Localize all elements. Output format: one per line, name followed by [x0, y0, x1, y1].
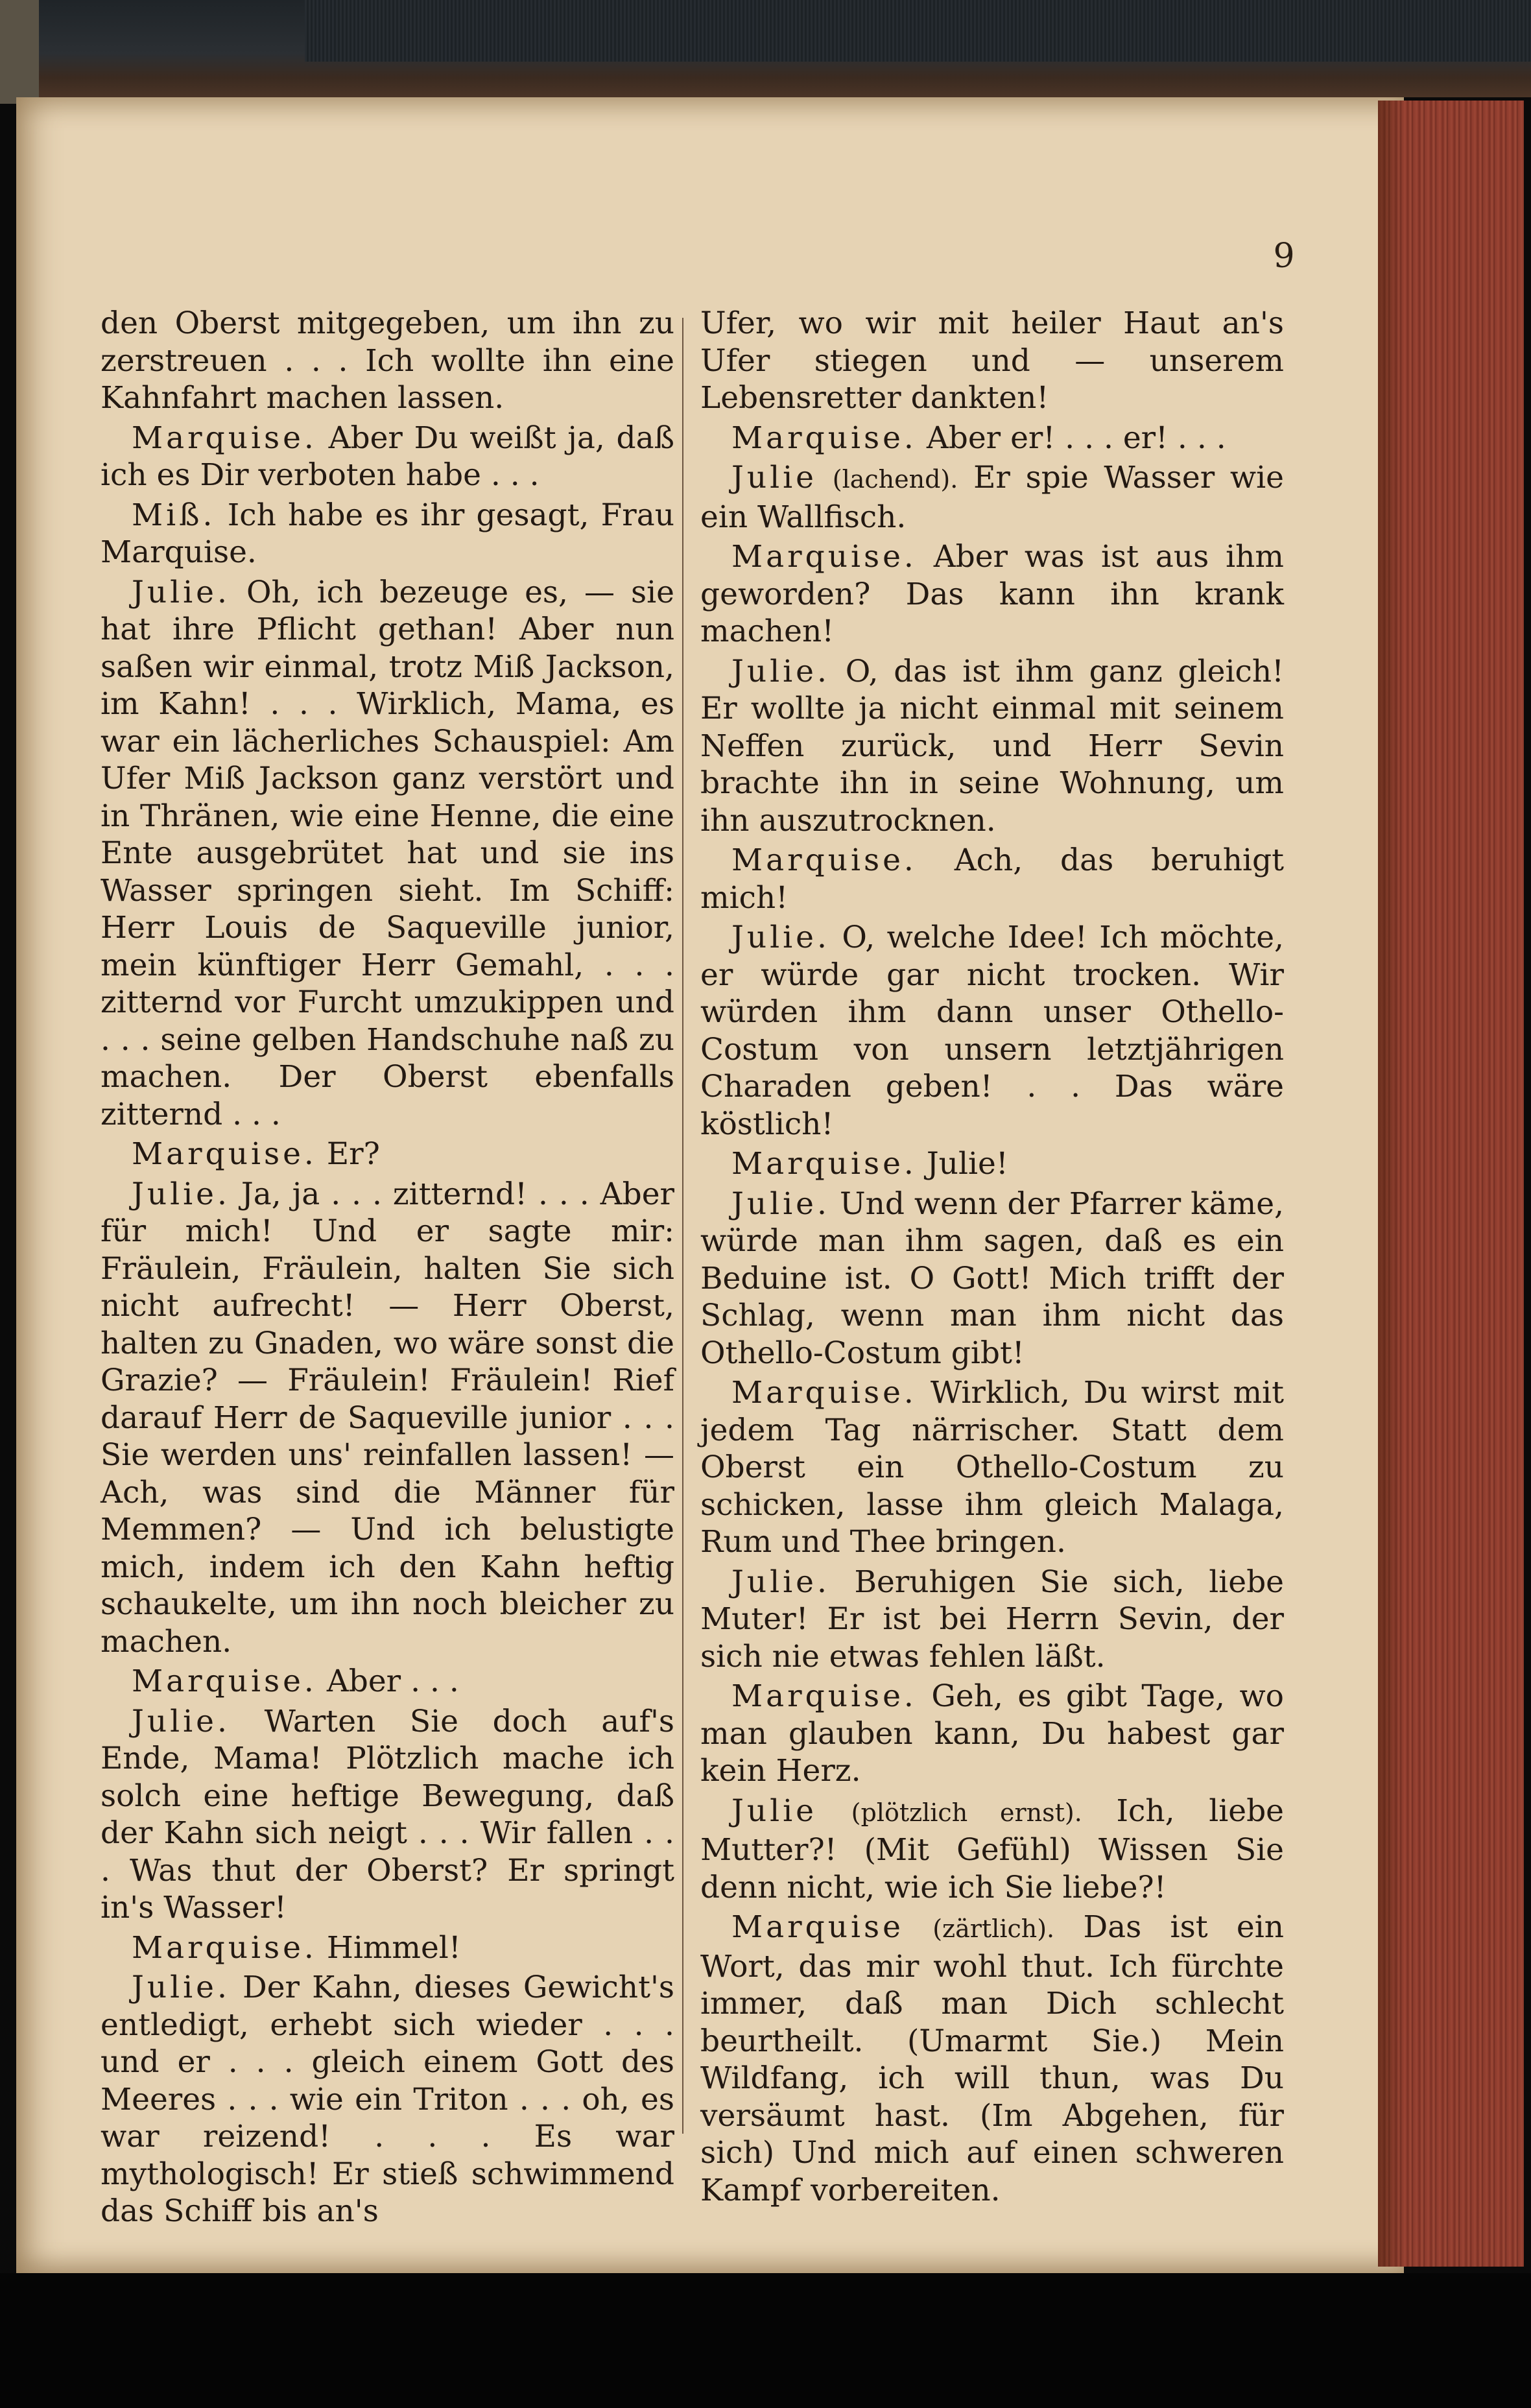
paragraph — [700, 653, 1284, 840]
dialogue-text: Er spie Wasser wie ein Wallfisch. — [700, 460, 1284, 535]
dialogue-text: Aber was ist aus ihm geworden? Das kann ihn krank machen! — [700, 539, 1284, 649]
speaker-name: Julie — [731, 1793, 817, 1829]
dialogue-text: Beruhigen Sie sich, liebe Muter! Er ist bei Herrn Sevin, der sich nie etwas fehlen läßt. — [700, 1564, 1284, 1675]
dialogue-text: O, welche Idee! Ich möchte, er würde gar nicht trocken. Wir würden ihm dann unser Othello-Costum von unsern letztjährigen Charaden geben! . . Das wäre köstlich! — [700, 920, 1284, 1142]
paragraph — [700, 1374, 1284, 1561]
paragraph — [700, 1564, 1284, 1676]
paragraph — [700, 459, 1284, 536]
dialogue-text: Er? — [326, 1136, 380, 1172]
paragraph — [700, 842, 1284, 916]
paragraph — [700, 538, 1284, 650]
speaker-name: Julie. — [731, 1564, 830, 1600]
paragraph — [101, 1969, 674, 2230]
paragraph — [101, 305, 674, 417]
speaker-name: Marquise. — [731, 1678, 917, 1714]
stage-direction: (lachend). — [832, 465, 958, 494]
paragraph — [700, 1793, 1284, 1907]
paragraph — [101, 1176, 674, 1661]
dialogue-text: Das ist ein Wort, das mir wohl thut. Ich fürchte immer, daß man Dich schlecht beurtheilt. (Umarmt Sie.) Mein Wildfang, ich will thun, was Du versäumt hast. (Im Abgehen, für sich) Und mich auf einen schweren Kampf vorbereiten. — [700, 1909, 1284, 2208]
cover-cloth — [305, 0, 1531, 62]
speaker-name: Julie. — [132, 1703, 230, 1739]
dialogue-text: Wirklich, Du wirst mit jedem Tag närrischer. Statt dem Oberst ein Othello-Costum zu schicken, lasse ihm gleich Malaga, Rum und Thee bringen. — [700, 1375, 1284, 1560]
dialogue-text: Geh, es gibt Tage, wo man glauben kann, Du habest gar kein Herz. — [700, 1678, 1284, 1789]
speaker-name: Marquise. — [132, 1136, 317, 1172]
page-edge-shadow — [1378, 101, 1404, 2267]
paragraph — [101, 420, 674, 494]
dialogue-text: Julie! — [926, 1146, 1008, 1182]
paragraph — [101, 497, 674, 571]
background-bottom — [0, 2273, 1531, 2408]
speaker-name: Julie. — [132, 1176, 230, 1212]
dialogue-text: Ja, ja . . . zitternd! . . . Aber für mich! Und er sagte mir: Fräulein, Fräulein, halten Sie sich nicht aufrecht! — Herr Oberst, halten zu Gnaden, wo wäre sonst die Grazie? — Fräulein! Fräulein! Rief darauf Herr de Saqueville junior . . . Sie werden uns' reinfallen lassen! — Ach, was sind die Männer für Memmen? — Und ich belustigte mich, indem ich den Kahn heftig schaukelte, um ihn noch bleicher zu machen. — [101, 1176, 674, 1660]
speaker-name: Marquise. — [731, 1146, 917, 1182]
left-column — [101, 305, 674, 2233]
speaker-name: Marquise. — [731, 842, 917, 878]
speaker-name: Julie. — [132, 1970, 230, 2005]
paragraph — [700, 1909, 1284, 2209]
dialogue-text: Himmel! — [326, 1929, 461, 1966]
paragraph — [700, 1186, 1284, 1372]
paragraph — [700, 919, 1284, 1143]
paragraph — [700, 1678, 1284, 1790]
dialogue-text: Und wenn der Pfarrer käme, würde man ihm sagen, daß es ein Beduine ist. O Gott! Mich trifft der Schlag, wenn man ihm nicht das Othello-Costum gibt! — [700, 1186, 1284, 1371]
speaker-name: Julie. — [731, 1186, 830, 1222]
dialogue-text: Aber . . . — [326, 1663, 459, 1699]
dialogue-text: den Oberst mitgegeben, um ihn zu zerstreuen . . . Ich wollte ihn eine Kahnfahrt machen lassen. — [101, 305, 674, 416]
column-divider — [682, 318, 683, 2134]
paragraph — [700, 420, 1284, 457]
dialogue-text: Aber Du weißt ja, daß ich es Dir verboten habe . . . — [101, 420, 674, 493]
dialogue-text: Ufer, wo wir mit heiler Haut an's Ufer stiegen und — unserem Lebensretter dankten! — [700, 305, 1284, 416]
speaker-name: Julie. — [731, 653, 830, 689]
paragraph — [101, 574, 674, 1134]
paragraph — [700, 305, 1284, 417]
paragraph — [101, 1703, 674, 1927]
dialogue-text: Ach, das beruhigt mich! — [700, 842, 1284, 916]
paragraph — [101, 1663, 674, 1700]
speaker-name: Marquise — [731, 1909, 904, 1945]
dialogue-text: Ich, liebe Mutter?! (Mit Gefühl) Wissen Sie denn nicht, wie ich Sie liebe?! — [700, 1793, 1284, 1905]
paragraph — [101, 1929, 674, 1967]
cover-corner — [0, 0, 39, 104]
paragraph — [101, 1136, 674, 1173]
speaker-name: Marquise. — [132, 420, 317, 456]
paragraph — [700, 1145, 1284, 1183]
speaker-name: Miß. — [132, 497, 216, 533]
dialogue-text: Aber er! . . . er! . . . — [926, 420, 1226, 456]
dialogue-text: Warten Sie doch auf's Ende, Mama! Plötzlich mache ich solch eine heftige Bewegung, daß der Kahn sich neigt . . . Wir fallen . . . Was thut der Oberst? Er springt in's Wasser! — [101, 1703, 674, 1925]
speaker-name: Marquise. — [731, 539, 917, 575]
dialogue-text: O, das ist ihm ganz gleich! Er wollte ja nicht einmal mit seinem Neffen zurück, und Herr Sevin brachte ihn in seine Wohnung, um ihn auszutrocknen. — [700, 653, 1284, 839]
speaker-name: Julie. — [132, 574, 230, 610]
dialogue-text: Ich habe es ihr gesagt, Frau Marquise. — [101, 497, 674, 570]
stage-direction: (plötzlich ernst). — [851, 1798, 1082, 1827]
speaker-name: Marquise. — [132, 1929, 317, 1966]
speaker-name: Marquise. — [731, 420, 917, 456]
speaker-name: Julie. — [731, 920, 830, 955]
speaker-name: Marquise. — [731, 1375, 917, 1411]
right-column — [700, 305, 1284, 2211]
dialogue-text: Oh, ich bezeuge es, — sie hat ihre Pflicht gethan! Aber nun saßen wir einmal, trotz Miß Jackson, im Kahn! . . . Wirklich, Mama, es war ein lächerliches Schauspiel: Am Ufer Miß Jackson ganz verstört und in Thränen, wie eine Henne, die eine Ente ausgebrütet hat und sie ins Wasser springen sieht. Im Schiff: Herr Louis de Saqueville junior, mein künftiger Herr Gemahl, . . . zitternd vor Furcht umzukippen und . . . seine gelben Handschuhe naß zu machen. Der Oberst ebenfalls zitternd . . . — [101, 574, 674, 1132]
speaker-name: Marquise. — [132, 1663, 317, 1699]
stage-direction: (zärtlich). — [932, 1914, 1055, 1943]
speaker-name: Julie — [731, 460, 817, 495]
dialogue-text: Der Kahn, dieses Gewicht's entledigt, erhebt sich wieder . . . und er . . . gleich einem Gott des Meeres . . . wie ein Triton . . . oh, es war reizend! . . . Es war mythologisch! Er stieß schwimmend das Schiff bis an's — [101, 1970, 674, 2229]
page-number: 9 — [1273, 237, 1295, 276]
